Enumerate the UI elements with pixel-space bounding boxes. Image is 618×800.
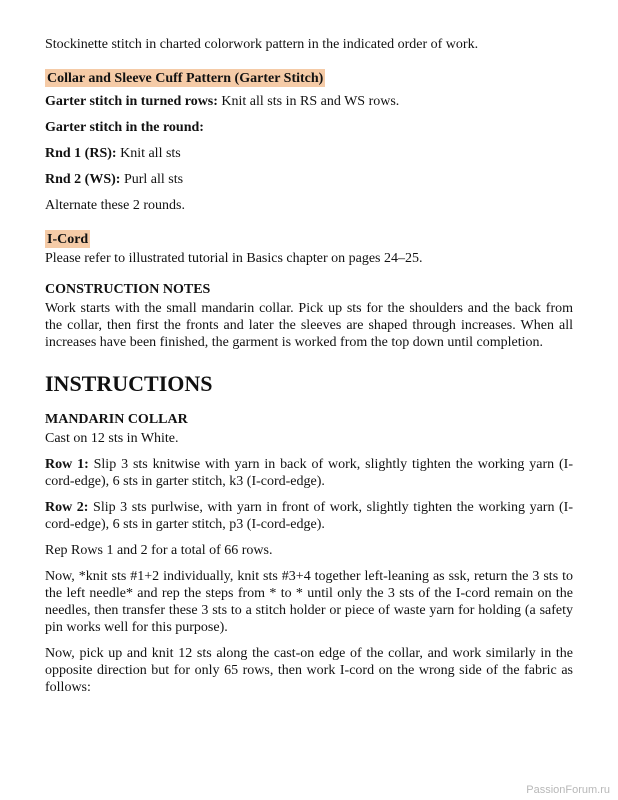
document-page <box>45 36 573 696</box>
rnd1-line <box>45 145 573 162</box>
now-pick-paragraph: Now, pick up and knit 12 sts along the cast-on edge of the collar, and work similarly in the opposite direction but for only 65 rows, then work I-cord on the wrong side of the fabric as follows: <box>45 646 573 695</box>
row2-paragraph <box>45 499 573 533</box>
row1-text: Slip 3 sts knitwise with yarn in back of work, slightly tighten the working yarn (I-cord-edge), 6 sts in garter stitch, k3 (I-cord-edge). <box>45 457 574 489</box>
collar-section-label: Collar and Sleeve Cuff Pattern (Garter Stitch) <box>47 71 324 86</box>
rnd2-text: Purl all sts <box>120 172 184 187</box>
garter-turned-label: Garter stitch in turned rows: <box>45 94 218 109</box>
construction-heading: CONSTRUCTION NOTES <box>45 282 211 297</box>
mandarin-collar-heading: MANDARIN COLLAR <box>45 412 188 427</box>
row2-text: Slip 3 sts purlwise, with yarn in front of work, slightly tighten the working yarn (I-cord-edge), 6 sts in garter stitch, p3 (I-cord-edge). <box>45 500 574 532</box>
rnd1-label: Rnd 1 (RS): <box>45 146 117 161</box>
now-knit-paragraph: Now, *knit sts #1+2 individually, knit sts #3+4 together left-leaning as ssk, return the 3 sts to the left needle* and rep the steps from * to * until only the 3 sts of the I-cord remain on the needles, then transfer these 3 sts to a stitch holder or piece of waste yarn for holding (a safety pin works well for this purpose). <box>45 569 573 635</box>
row1-paragraph <box>45 456 573 490</box>
watermark: PassionForum.ru <box>526 784 610 796</box>
icord-section-label: I-Cord <box>47 232 89 247</box>
icord-text: Please refer to illustrated tutorial in Basics chapter on pages 24–25. <box>45 251 423 266</box>
rnd2-line <box>45 171 573 188</box>
garter-turned-rows <box>45 93 573 110</box>
instructions-heading: INSTRUCTIONS <box>45 371 213 396</box>
alternate-text: Alternate these 2 rounds. <box>45 198 185 213</box>
row1-label: Row 1: <box>45 457 89 472</box>
rep-rows-text: Rep Rows 1 and 2 for a total of 66 rows. <box>45 543 273 558</box>
rnd1-text: Knit all sts <box>116 146 181 161</box>
rnd2-label: Rnd 2 (WS): <box>45 172 121 187</box>
cast-on-text: Cast on 12 sts in White. <box>45 431 179 446</box>
garter-turned-text: Knit all sts in RS and WS rows. <box>217 94 400 109</box>
garter-round-heading: Garter stitch in the round: <box>45 120 204 135</box>
construction-text: Work starts with the small mandarin collar. Pick up sts for the shoulders and the back from the collar, then first the fronts and later the sleeves are shaped through increases. When all increases have been finished, the garment is worked from the top down until completion. <box>45 301 573 350</box>
row2-label: Row 2: <box>45 500 89 515</box>
intro-text: Stockinette stitch in charted colorwork pattern in the indicated order of work. <box>45 37 479 52</box>
